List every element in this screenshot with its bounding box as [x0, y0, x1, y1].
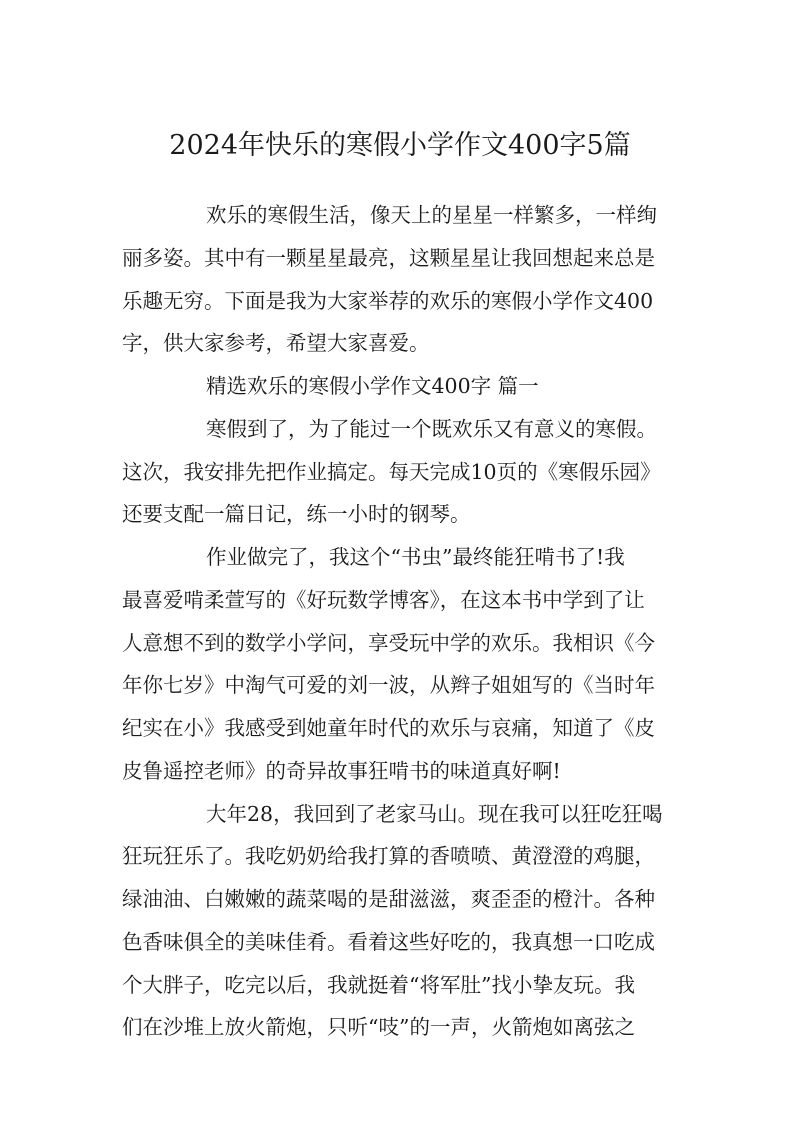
- document-title: 2024年快乐的寒假小学作文400字5篇: [169, 130, 631, 161]
- text-line: 狂玩狂乐了。我吃奶奶给我打算的香喷喷、黄澄澄的鸡腿，: [122, 844, 655, 869]
- text-line: 这次，我安排先把作业搞定。每天完成10页的《寒假乐园》: [122, 459, 661, 484]
- text-line: 色香味俱全的美味佳肴。看着这些好吃的，我真想一口吃成: [122, 929, 655, 954]
- text-line: 欢乐的寒假生活，像天上的星星一样繁多，一样绚: [206, 203, 657, 227]
- text-line: 字，供大家参考，希望大家喜爱。: [122, 331, 430, 356]
- text-line: 丽多姿。其中有一颗星星最亮，这颗星星让我回想起来总是: [122, 245, 655, 270]
- text-line: 寒假到了，为了能过一个既欢乐又有意义的寒假。: [206, 416, 657, 441]
- text-line: 还要支配一篇日记，练一小时的钢琴。: [122, 502, 471, 527]
- text-line: 乐趣无穷。下面是我为大家举荐的欢乐的寒假小学作文400: [122, 288, 654, 313]
- text-line: 纪实在小》我感受到她童年时代的欢乐与哀痛，知道了《皮: [122, 716, 655, 740]
- text-line: 人意想不到的数学小学问，享受玩中学的欢乐。我相识《今: [122, 630, 655, 655]
- document-body: [122, 194, 682, 1049]
- section-heading: 精选欢乐的寒假小学作文400字 篇一: [206, 374, 539, 398]
- text-line: 们在沙堆上放火箭炮，只听“吱”的一声，火箭炮如离弦之: [122, 1015, 635, 1040]
- text-line: 作业做完了，我这个“书虫”最终能狂啃书了!我: [206, 545, 625, 569]
- text-line: 绿油油、白嫩嫩的蔬菜喝的是甜滋滋，爽歪歪的橙汁。各种: [122, 887, 655, 911]
- text-line: 最喜爱啃柔萱写的《好玩数学博客》，在这本书中学到了让: [122, 587, 645, 612]
- text-line: 大年28，我回到了老家马山。现在我可以狂吃狂喝: [206, 801, 663, 826]
- text-line: 皮鲁遥控老师》的奇异故事狂啃书的味道真好啊!: [122, 758, 561, 783]
- text-line: 年你七岁》中淘气可爱的刘一波，从辫子姐姐写的《当时年: [122, 673, 655, 698]
- text-line: 个大胖子，吃完以后，我就挺着“将军肚”找小挚友玩。我: [122, 972, 635, 997]
